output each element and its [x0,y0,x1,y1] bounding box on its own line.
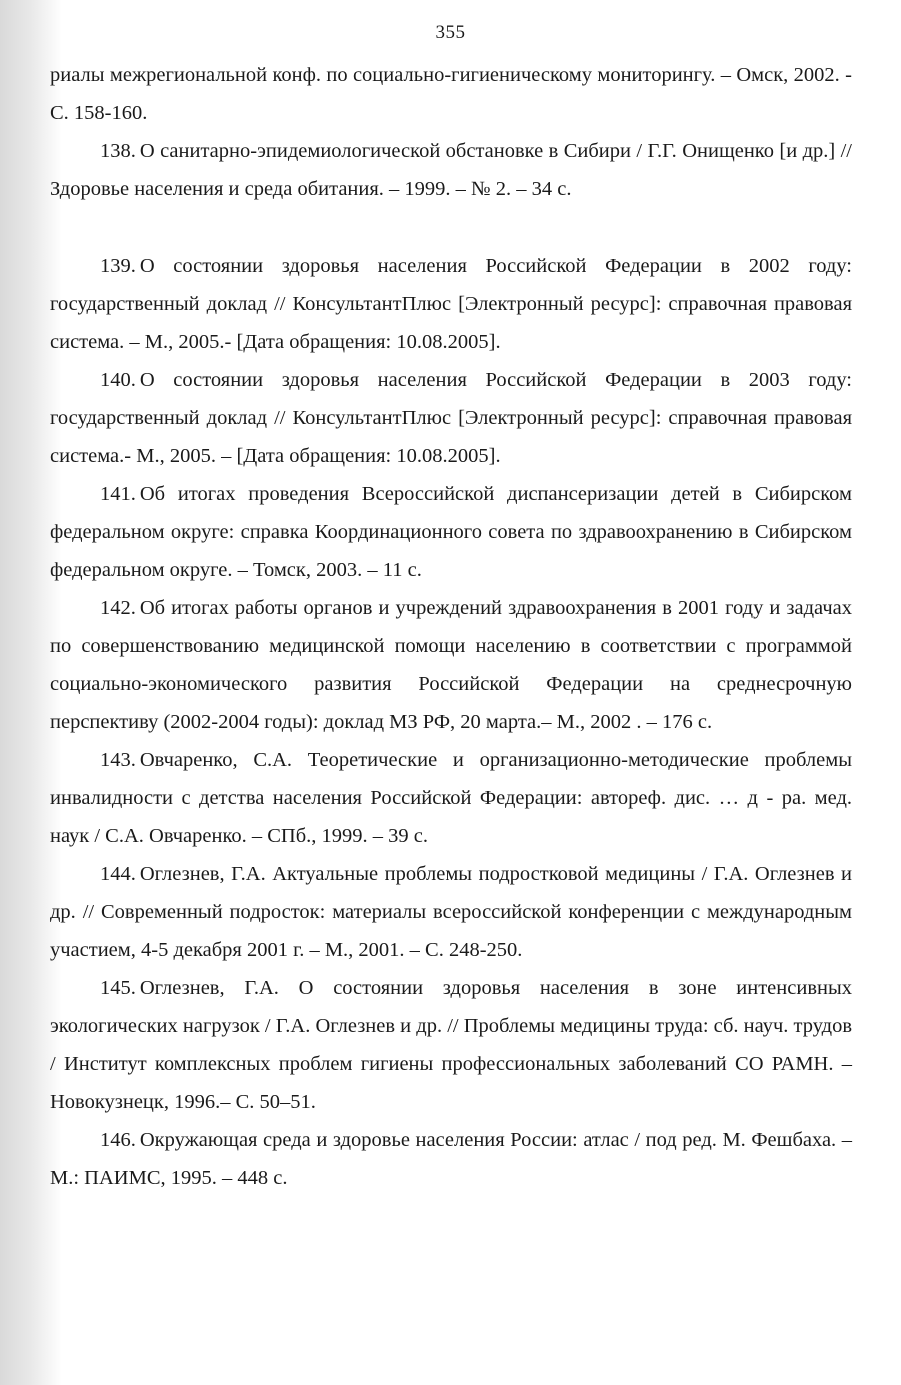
reference-number: 145. [100,977,136,999]
reference-item-138 [50,132,852,208]
reference-text: О состоянии здоровья населения Российской Федерации в 2002 году: государственный доклад // КонсультантПлюс [Электронный ресурс]: справочная правовая система. – М., 2005.- [Дата обращения: 10.08.2005]. [50,255,852,353]
reference-number: 146. [100,1129,136,1151]
page-number: 355 [435,22,466,43]
reference-text: Окружающая среда и здоровье населения России: атлас / под ред. М. Фешбаха. – М.: ПАИМС, 1995. – 448 с. [50,1129,852,1189]
reference-item-142 [50,589,852,741]
reference-text: Овчаренко, С.А. Теоретические и организационно-методические проблемы инвалидности с детства населения Российской Федерации: автореф. дис. … д - ра. мед. наук / С.А. Овчаренко. – СПб., 1999. – 39 с. [50,749,852,847]
reference-item-139 [50,247,852,361]
reference-item-141 [50,475,852,589]
reference-text: Об итогах проведения Всероссийской диспансеризации детей в Сибирском федеральном округе: справка Координационного совета по здравоохранению в Сибирском федеральном округе. – Томск, 2003. – 11 с. [50,483,852,581]
reference-number: 141. [100,483,136,505]
reference-item-145 [50,969,852,1121]
reference-number: 144. [100,863,136,885]
reference-text: Оглезнев, Г.А. О состоянии здоровья населения в зоне интенсивных экологических нагрузок / Г.А. Оглезнев и др. // Проблемы медицины труда: сб. науч. трудов / Институт комплексных проблем гигиены профессиональных заболеваний СО РАМН. – Новокузнецк, 1996.– С. 50–51. [50,977,853,1113]
reference-continuation: риалы межрегиональной конф. по социально-гигиеническому мониторингу. – Омск, 2002. - С. 158-160. [50,64,852,124]
reference-number: 142. [100,597,136,619]
reference-text: Об итогах работы органов и учреждений здравоохранения в 2001 году и задачах по совершенствованию медицинской помощи населению в соответствии с программой социально-экономического развития Российской Федерации на среднесрочную перспективу (2002-2004 годы): доклад МЗ РФ, 20 марта.– М., 2002 . – 176 с. [50,597,852,733]
reference-number: 140. [100,369,136,391]
reference-number: 138. [100,140,136,162]
reference-item-143 [50,741,852,855]
reference-number: 143. [100,749,136,771]
reference-text: О состоянии здоровья населения Российской Федерации в 2003 году: государственный доклад // КонсультантПлюс [Электронный ресурс]: справочная правовая система.- М., 2005. – [Дата обращения: 10.08.2005]. [50,369,852,467]
reference-list [50,56,852,1197]
reference-item-146 [50,1121,852,1197]
reference-number: 139. [100,255,136,277]
reference-item-140 [50,361,852,475]
reference-text: О санитарно-эпидемиологической обстановке в Сибири / Г.Г. Онищенко [и др.] // Здоровье населения и среда обитания. – 1999. – № 2. – 34 с. [50,140,852,200]
reference-text: Оглезнев, Г.А. Актуальные проблемы подростковой медицины / Г.А. Оглезнев и др. // Современный подросток: материалы всероссийской конференции с международным участием, 4-5 декабря 2001 г. – М., 2001. – С. 248-250. [50,863,852,961]
reference-item-144 [50,855,852,969]
